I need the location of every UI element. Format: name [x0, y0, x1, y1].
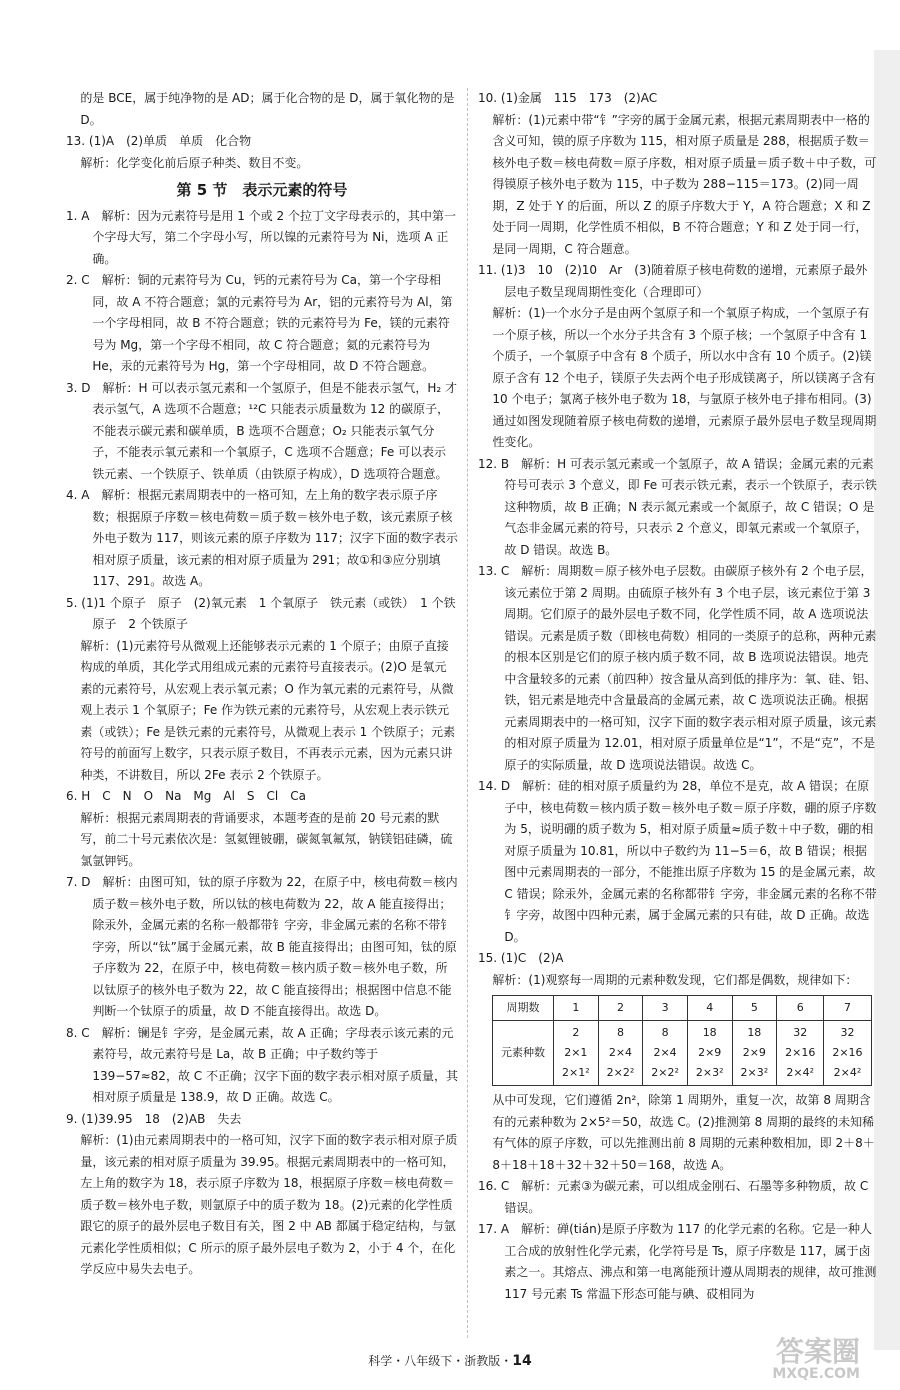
watermark-url: MXQE.COM — [772, 1366, 860, 1382]
answer-11-main: 11. (1)3 10 (2)10 Ar (3)随着原子核电荷数的递增，元素原子最外层电子数呈现周期性变化（合理即可） — [478, 263, 868, 299]
answer-10-main: 10. (1)金属 115 173 (2)AC — [478, 91, 658, 105]
answer-10-explanation: 解析：(1)元素中带“钅”字旁的属于金属元素，根据元素周期表中一格的含义可知，镆的原子序数为 115，相对原子质量是 288，根据质子数＝核外电子数＝核电荷数＝原子序数，相对原子质量＝质子数＋中子数，可得镆原子核外电子数为 115，中子数为 288−115＝173。(2)同一周期，Z 处于 Y 的后面，所以 Z 的原子序数大于 Y，A 符合题意；X 和 Z 处于同一周期，化学性质不相似，B 不符合题意；Y 和 Z 处于同一行，是同一周期，C 符合题意。 — [492, 112, 877, 256]
table-cell: 5 — [732, 996, 777, 1021]
answer-11-explanation: 解析：(1)一个水分子是由两个氢原子和一个氧原子构成，一个氢原子有一个原子核，所以一个水分子共含有 3 个原子核；一个氢原子中含有 1 个质子，一个氧原子中含有 8 个质子，所以水中含有 10 个质子。(2)镁原子含有 12 个电子，镁原子失去两个电子形成镁离子，所以镁离子含有 10 个电子；氯离子核外电子数为 18，与氩原子核外电子排布相同。(3)通过如图发现随着原子核电荷数的递增，元素原子最外层电子数呈现周期性变化。 — [492, 306, 877, 449]
answer-13: 13. C 解析：周期数＝原子核外电子层数。由碳原子核外有 2 个电子层，该元素位于第 2 周期。由硫原子核外有 3 个电子层，该元素位于第 3 周期。它们原子的最外层电子数不同，化学性质不同，故 A 选项说法错误。元素是质子数（即核电荷数）相同的一类原子的总称，两种元素的根本区别是它们的原子核内质子数不同，故 B 选项说法错误。地壳中含量较多的元素（前四种）按含量从高到低的排序为：氧、硅、铝、铁，铝元素是地壳中含量最高的金属元素，故 C 选项说法正确。根据元素周期表中的一格可知，汉字下面的数字表示相对原子质量，该元素的相对原子质量为 12.01，相对原子质量单位是“1”，不是“克”，不是原子的实际质量，故 D 选项说法错误。故选 C。 — [478, 564, 877, 772]
answer-5-explanation: 解析：(1)元素符号从微观上还能够表示元素的 1 个原子；由原子直接构成的单质，其化学式用组成元素的元素符号直接表示。(2)O 是氧元素的元素符号，从宏观上表示氧元素；O 作为氧元素的元素符号，从微观上表示 1 个氧原子；Fe 作为铁元素的元素符号，从宏观上表示铁元素（或铁）；Fe 是铁元素的元素符号，从微观上表示 1 个铁原子；元素符号的前面写上数字，只表示原子数目，不再表示元素，因为元素只讲种类，不讲数目，所以 2Fe 表示 2 个铁原子。 — [80, 638, 456, 782]
answer-2: 2. C 解析：铜的元素符号为 Cu，钙的元素符号为 Ca，第一个字母相同，故 A 不符合题意；氯的元素符号为 Ar，铝的元素符号为 Al，第一个字母相同，故 B 不符合题意；铁的元素符号为 Fe，镁的元素符号为 Mg，第一个字母不相同，故 C 符合题意；氦的元素符号为 He，汞的元素符号为 Hg，第一个字母相同，故 D 不符合题意。 — [66, 273, 453, 373]
watermark-logo: 答案圈 — [775, 1335, 860, 1368]
answer-4: 4. A 解析：根据元素周期表中的一格可知，左上角的数字表示原子序数；根据原子序数＝核电荷数＝质子数＝核外电子数，该元素原子核外电子数为 117，则该元素的原子序数为 117；汉字下面的数字表示相对原子质量，该元素的相对原子质量为 291；故①和③应分别填 117、291。故选 A。 — [66, 488, 458, 588]
intro-text: 的是 BCE，属于纯净物的是 AD；属于化合物的是 D，属于氧化物的是 D。 — [80, 91, 455, 127]
answer-8: 8. C 解析：镧是钅字旁，是金属元素，故 A 正确；字母表示该元素的元素符号，故元素符号是 La，故 B 正确；中子数约等于 139−57≈82，故 C 不正确；汉字下面的数字表示相对原子质量，其相对原子质量是 138.9，故 D 正确。故选 C。 — [66, 1025, 458, 1104]
section-title: 第 5 节 表示元素的符号 — [176, 181, 348, 199]
table-cell: 周期数 — [493, 996, 554, 1021]
table-cell: 8 2×4 2×2² — [598, 1021, 643, 1086]
right-column — [478, 88, 878, 1305]
table-cell: 8 2×4 2×2² — [643, 1021, 688, 1086]
answer-17: 17. A 解析：䃅(tián)是原子序数为 117 的化学元素的名称。它是一种人工合成的放射性化学元素，化学符号是 Ts，原子序数是 117，属于卤素之一。其熔点、沸点和第一电离能预计遵从周期表的规律，故可推测 117 号元素 Ts 常温下形态可能与碘、砹相同为 — [478, 1222, 877, 1301]
page-footer — [0, 1352, 900, 1369]
page-number: 14 — [512, 1353, 532, 1369]
table-cell: 18 2×9 2×3² — [732, 1021, 777, 1086]
answer-5-main: 5. (1)1 个原子 原子 (2)氧元素 1 个氧原子 铁元素（或铁） 1 个铁原子 2 个铁原子 — [66, 595, 456, 631]
answer-15-explanation: 解析：(1)观察每一周期的元素种数发现，它们都是偶数，规律如下： — [492, 972, 858, 987]
answer-9-explanation: 解析：(1)由元素周期表中的一格可知，汉字下面的数字表示相对原子质量，该元素的相对原子质量为 39.95。根据元素周期表中的一格可知，左上角的数字为 18，表示原子序数为 18，根据原子序数＝核电荷数＝质子数＝核外电子数，则氩原子中的质子数为 18。(2)元素的化学性质跟它的原子的最外层电子数目有关，图 2 中 AB 都属于稳定结构，与氩元素化学性质相似；C 所示的原子最外层电子数为 2，小于 4 个，在化学反应中易失去电子。 — [80, 1133, 458, 1276]
table-cell: 18 2×9 2×3² — [687, 1021, 732, 1086]
answer-16: 16. C 解析：元素③为碳元素，可以组成金刚石、石墨等多种物质，故 C 错误。 — [478, 1179, 869, 1215]
answer-13-main: 13. (1)A (2)单质 单质 化合物 — [66, 134, 252, 148]
table-cell: 2 2×1 2×1² — [554, 1021, 599, 1086]
column-divider — [467, 88, 468, 1338]
table-cell: 7 — [824, 996, 871, 1021]
answer-14: 14. D 解析：硅的相对原子质量约为 28，单位不是克，故 A 错误；在原子中，核电荷数＝核内质子数＝核外电子数＝原子序数，硼的原子序数为 5，说明硼的质子数为 5，相对原子质量≈质子数＋中子数，硼的相对原子质量为 10.81，所以中子数约为 11−5＝6，故 B 错误；根据图中元素周期表的一部分，不能推出原子序数为 15 的是金属元素，故 C 错误；除汞外，金属元素的名称都带钅字旁，非金属元素的名称不带钅字旁，故图中四种元素，属于金属元素的只有硅，故 D 正确。故选 D。 — [478, 779, 877, 944]
answer-15-main: 15. (1)C (2)A — [478, 951, 564, 965]
answer-6-explanation: 解析：根据元素周期表的背诵要求，本题考查的是前 20 号元素的默写，前二十号元素依次是：氢氦锂铍硼，碳氮氧氟氖，钠镁铝硅磷，硫氯氩钾钙。 — [80, 810, 453, 868]
answer-7: 7. D 解析：由图可知，钛的原子序数为 22，在原子中，核电荷数＝核内质子数＝核外电子数，所以钛的核电荷数为 22，故 A 能直接得出；除汞外，金属元素的名称一般都带钅字旁，非金属元素的名称不带钅字旁，所以“钛”属于金属元素，故 B 能直接得出；由图可知，钛的原子序数为 22，在原子中，核电荷数＝核内质子数＝核外电子数，所以钛原子的核外电子数为 22，故 C 能直接得出；根据图中信息不能判断一个钛原子的质量，故 D 不能直接得出。故选 D。 — [66, 875, 458, 1018]
table-row-label: 元素种数 — [493, 1021, 554, 1086]
table-cell: 32 2×16 2×4² — [824, 1021, 871, 1086]
table-cell: 3 — [643, 996, 688, 1021]
table-cell: 6 — [777, 996, 824, 1021]
footer-subject: 科学・八年级下・浙教版・ — [368, 1354, 513, 1368]
answer-15-conclusion: 从中可发现，它们遵循 2n²，除第 1 周期外，重复一次，故第 8 周期含有的元素种数为 2×5²＝50，故选 C。(2)推测第 8 周期的最终的未知稀有气体的原子序数，可以先推测出前 8 周期的元素种数相加，即 2＋8＋8＋18＋18＋32＋32＋50＝168，故选 A。 — [492, 1093, 875, 1172]
answer-13-explanation: 解析：化学变化前后原子种类、数目不变。 — [80, 155, 309, 170]
table-cell: 1 — [554, 996, 599, 1021]
answer-9-main: 9. (1)39.95 18 (2)AB 失去 — [66, 1111, 242, 1126]
table-row — [493, 996, 872, 1021]
answer-1: 1. A 解析：因为元素符号是用 1 个或 2 个拉丁文字母表示的，其中第一个字母大写，第二个字母小写，所以镍的元素符号为 Ni，选项 A 正确。 — [66, 208, 457, 266]
answer-6-main: 6. H C N O Na Mg Al S Cl Ca — [66, 789, 306, 803]
left-column — [66, 88, 458, 1281]
table-cell: 2 — [598, 996, 643, 1021]
answer-3: 3. D 解析：H 可以表示氢元素和一个氢原子，但是不能表示氢气，H₂ 才表示氢气，A 选项不合题意；¹²C 只能表示质量数为 12 的碳原子，不能表示碳元素和碳单质，B 选项不合题意；O₂ 只能表示氧气分子，不能表示氧元素和一个氧原子，C 选项不合题意；Fe 可以表示铁元素、一个铁原子、铁单质（由铁原子构成），D 选项符合题意。 — [66, 380, 457, 481]
answer-12: 12. B 解析：H 可表示氢元素或一个氢原子，故 A 错误；金属元素的元素符号可表示 3 个意义，即 Fe 可表示铁元素，表示一个铁原子，表示铁这种物质，故 B 正确；N 表示氮元素或一个氮原子，故 C 错误；O 是气态非金属元素的符号，只表示 2 个意义，即氧元素或一个氧原子，故 D 错误。故选 B。 — [478, 456, 877, 557]
table-cell: 32 2×16 2×4² — [777, 1021, 824, 1086]
table-row — [493, 1021, 872, 1086]
period-table — [492, 995, 872, 1086]
table-cell: 4 — [687, 996, 732, 1021]
